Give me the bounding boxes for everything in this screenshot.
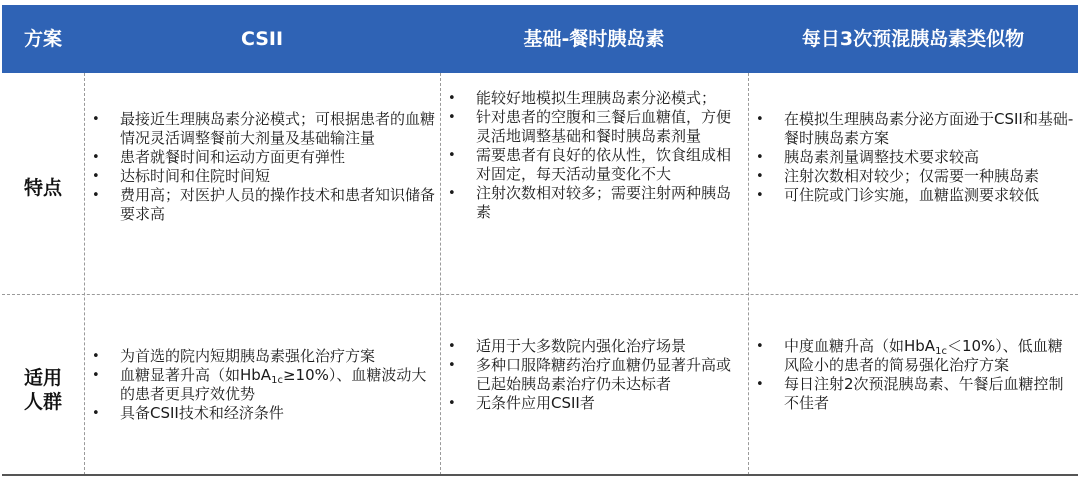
subscript: 1c: [271, 375, 283, 386]
row-label-line: 人群: [23, 391, 62, 413]
list-item: • 为首选的院内短期胰岛素强化治疗方案: [84, 347, 440, 366]
list-item: • 在模拟生理胰岛素分泌方面逊于CSII和基础-餐时胰岛素方案: [748, 110, 1074, 148]
list-item: • 最接近生理胰岛素分泌模式；可根据患者的血糖情况灵活调整餐前大剂量及基础输注量: [84, 110, 440, 148]
header-plan: 方案: [23, 28, 62, 50]
list-item: • 达标时间和住院时间短: [84, 167, 440, 186]
cell-basal-bolus-features: [440, 89, 742, 222]
header-csii: CSII: [240, 28, 284, 50]
list-item: • 能较好地模拟生理胰岛素分泌模式；: [440, 89, 742, 108]
list-item: • 无条件应用CSII者: [440, 394, 744, 413]
list-item: • 针对患者的空腹和三餐后血糖值，方便灵活地调整基础和餐时胰岛素剂量: [440, 108, 742, 146]
list-item: • 具备CSII技术和经济条件: [84, 404, 440, 423]
list-item: • 需要患者有良好的依从性，饮食组成相对固定，每天活动量变化不大: [440, 146, 742, 184]
list-item: • 适用于大多数院内强化治疗场景: [440, 337, 744, 356]
list-item: [748, 337, 1074, 375]
list-item: • 费用高；对医护人员的操作技术和患者知识储备要求高: [84, 186, 440, 224]
row-label-population: [2, 366, 84, 414]
text-part: 血糖显著升高（如HbA: [120, 366, 272, 384]
table-bottom-border: [2, 474, 1078, 476]
row-label-features: 特点: [23, 177, 62, 199]
text-part: ≥10%）、血糖波动大的患者更具疗效优势: [120, 366, 427, 403]
list-item: • 每日注射2次预混胰岛素、午餐后血糖控制不佳者: [748, 375, 1074, 413]
row-label-line: 适用: [23, 367, 62, 389]
header-basal-bolus: 基础-餐时胰岛素: [523, 28, 665, 50]
list-item: • 注射次数相对较多；需要注射两种胰岛素: [440, 184, 742, 222]
list-item: • 胰岛素剂量调整技术要求较高: [748, 148, 1074, 167]
cell-premix-population: [748, 337, 1074, 413]
table-header: [2, 5, 1078, 73]
header-premix: 每日3次预混胰岛素类似物: [801, 28, 1025, 50]
cell-csii-features: [84, 110, 440, 224]
list-item: • 可住院或门诊实施，血糖监测要求较低: [748, 186, 1074, 205]
subscript: 1c: [935, 346, 947, 357]
row-divider: [2, 294, 1078, 295]
list-item: • 多种口服降糖药治疗血糖仍显著升高或已起始胰岛素治疗仍未达标者: [440, 356, 744, 394]
cell-premix-features: [748, 110, 1074, 205]
cell-csii-population: [84, 347, 440, 423]
list-item: [84, 366, 440, 404]
text-part: 中度血糖升高（如HbA: [784, 337, 936, 355]
text-part: ＜10%）、低血糖风险小的患者的简易强化治疗方案: [784, 337, 1063, 374]
list-item: • 注射次数相对较少；仅需要一种胰岛素: [748, 167, 1074, 186]
list-item: • 患者就餐时间和运动方面更有弹性: [84, 148, 440, 167]
cell-basal-bolus-population: [440, 337, 744, 413]
